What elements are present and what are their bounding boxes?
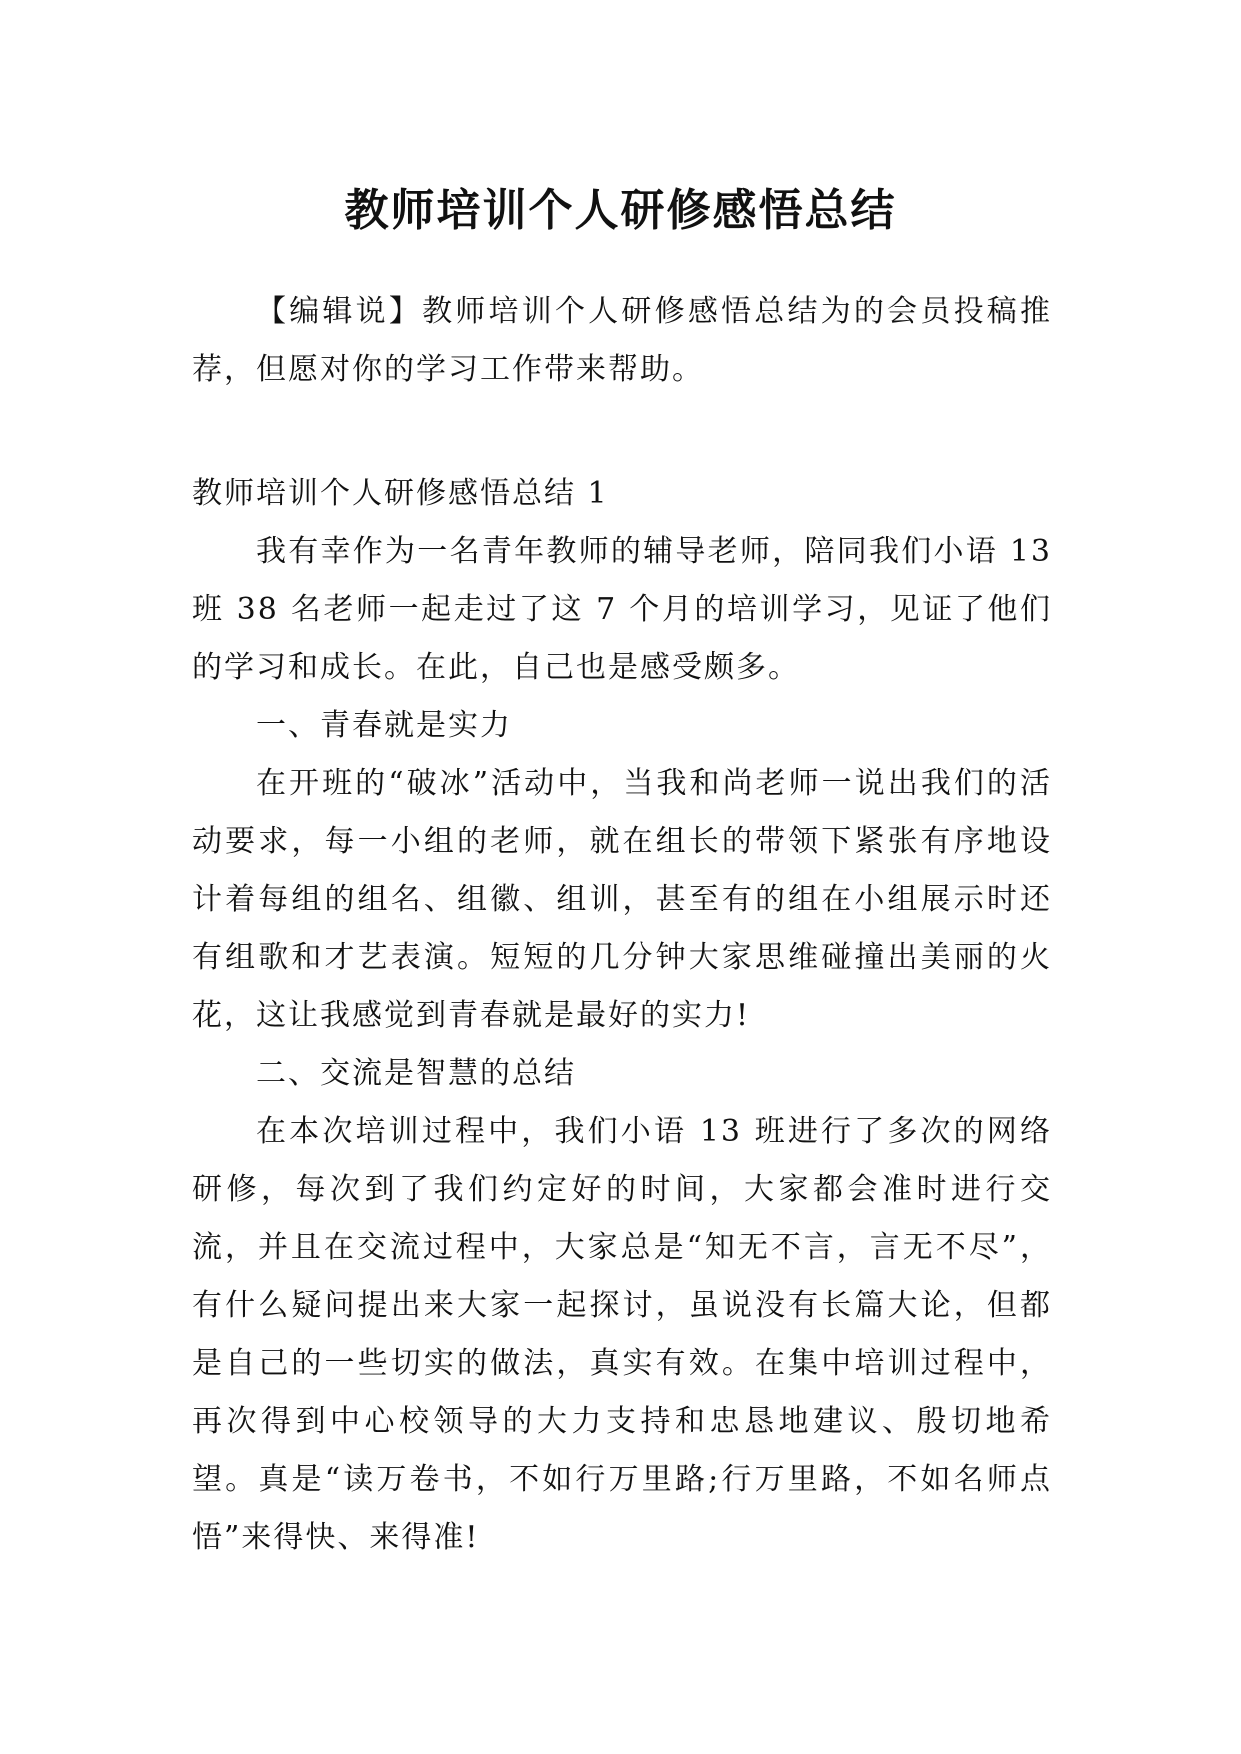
document-body [192,283,1052,1567]
body-paragraph-ice-breaking: 在开班的“破冰”活动中，当我和尚老师一说出我们的活动要求，每一小组的老师，就在组长的带领下紧张有序地设计着每组的组名、组徽、组训，甚至有的组在小组展示时还有组歌和才艺表演。短短的几分钟大家思维碰撞出美丽的火花，这让我感觉到青春就是最好的实力! [192,766,1052,1033]
document-title: 教师培训个人研修感悟总结 [344,185,897,237]
subheading-communication-wisdom: 二、交流是智慧的总结 [256,1056,576,1091]
body-paragraph-intro: 我有幸作为一名青年教师的辅导老师，陪同我们小语 13 班 38 名老师一起走过了这 7 个月的培训学习，见证了他们的学习和成长。在此，自己也是感受颇多。 [192,534,1052,685]
editor-note: 【编辑说】教师培训个人研修感悟总结为的会员投稿推荐，但愿对你的学习工作带来帮助。 [192,294,1052,387]
section-title: 教师培训个人研修感悟总结 1 [192,476,609,511]
subheading-youth-strength: 一、青春就是实力 [256,708,512,743]
body-paragraph-online-study: 在本次培训过程中，我们小语 13 班进行了多次的网络研修，每次到了我们约定好的时间，大家都会准时进行交流，并且在交流过程中，大家总是“知无不言，言无不尽”，有什么疑问提出来大家一起探讨，虽说没有长篇大论，但都是自己的一些切实的做法，真实有效。在集中培训过程中，再次得到中心校领导的大力支持和忠恳地建议、殷切地希望。真是“读万卷书，不如行万里路;行万里路，不如名师点悟”来得快、来得准! [192,1114,1052,1555]
